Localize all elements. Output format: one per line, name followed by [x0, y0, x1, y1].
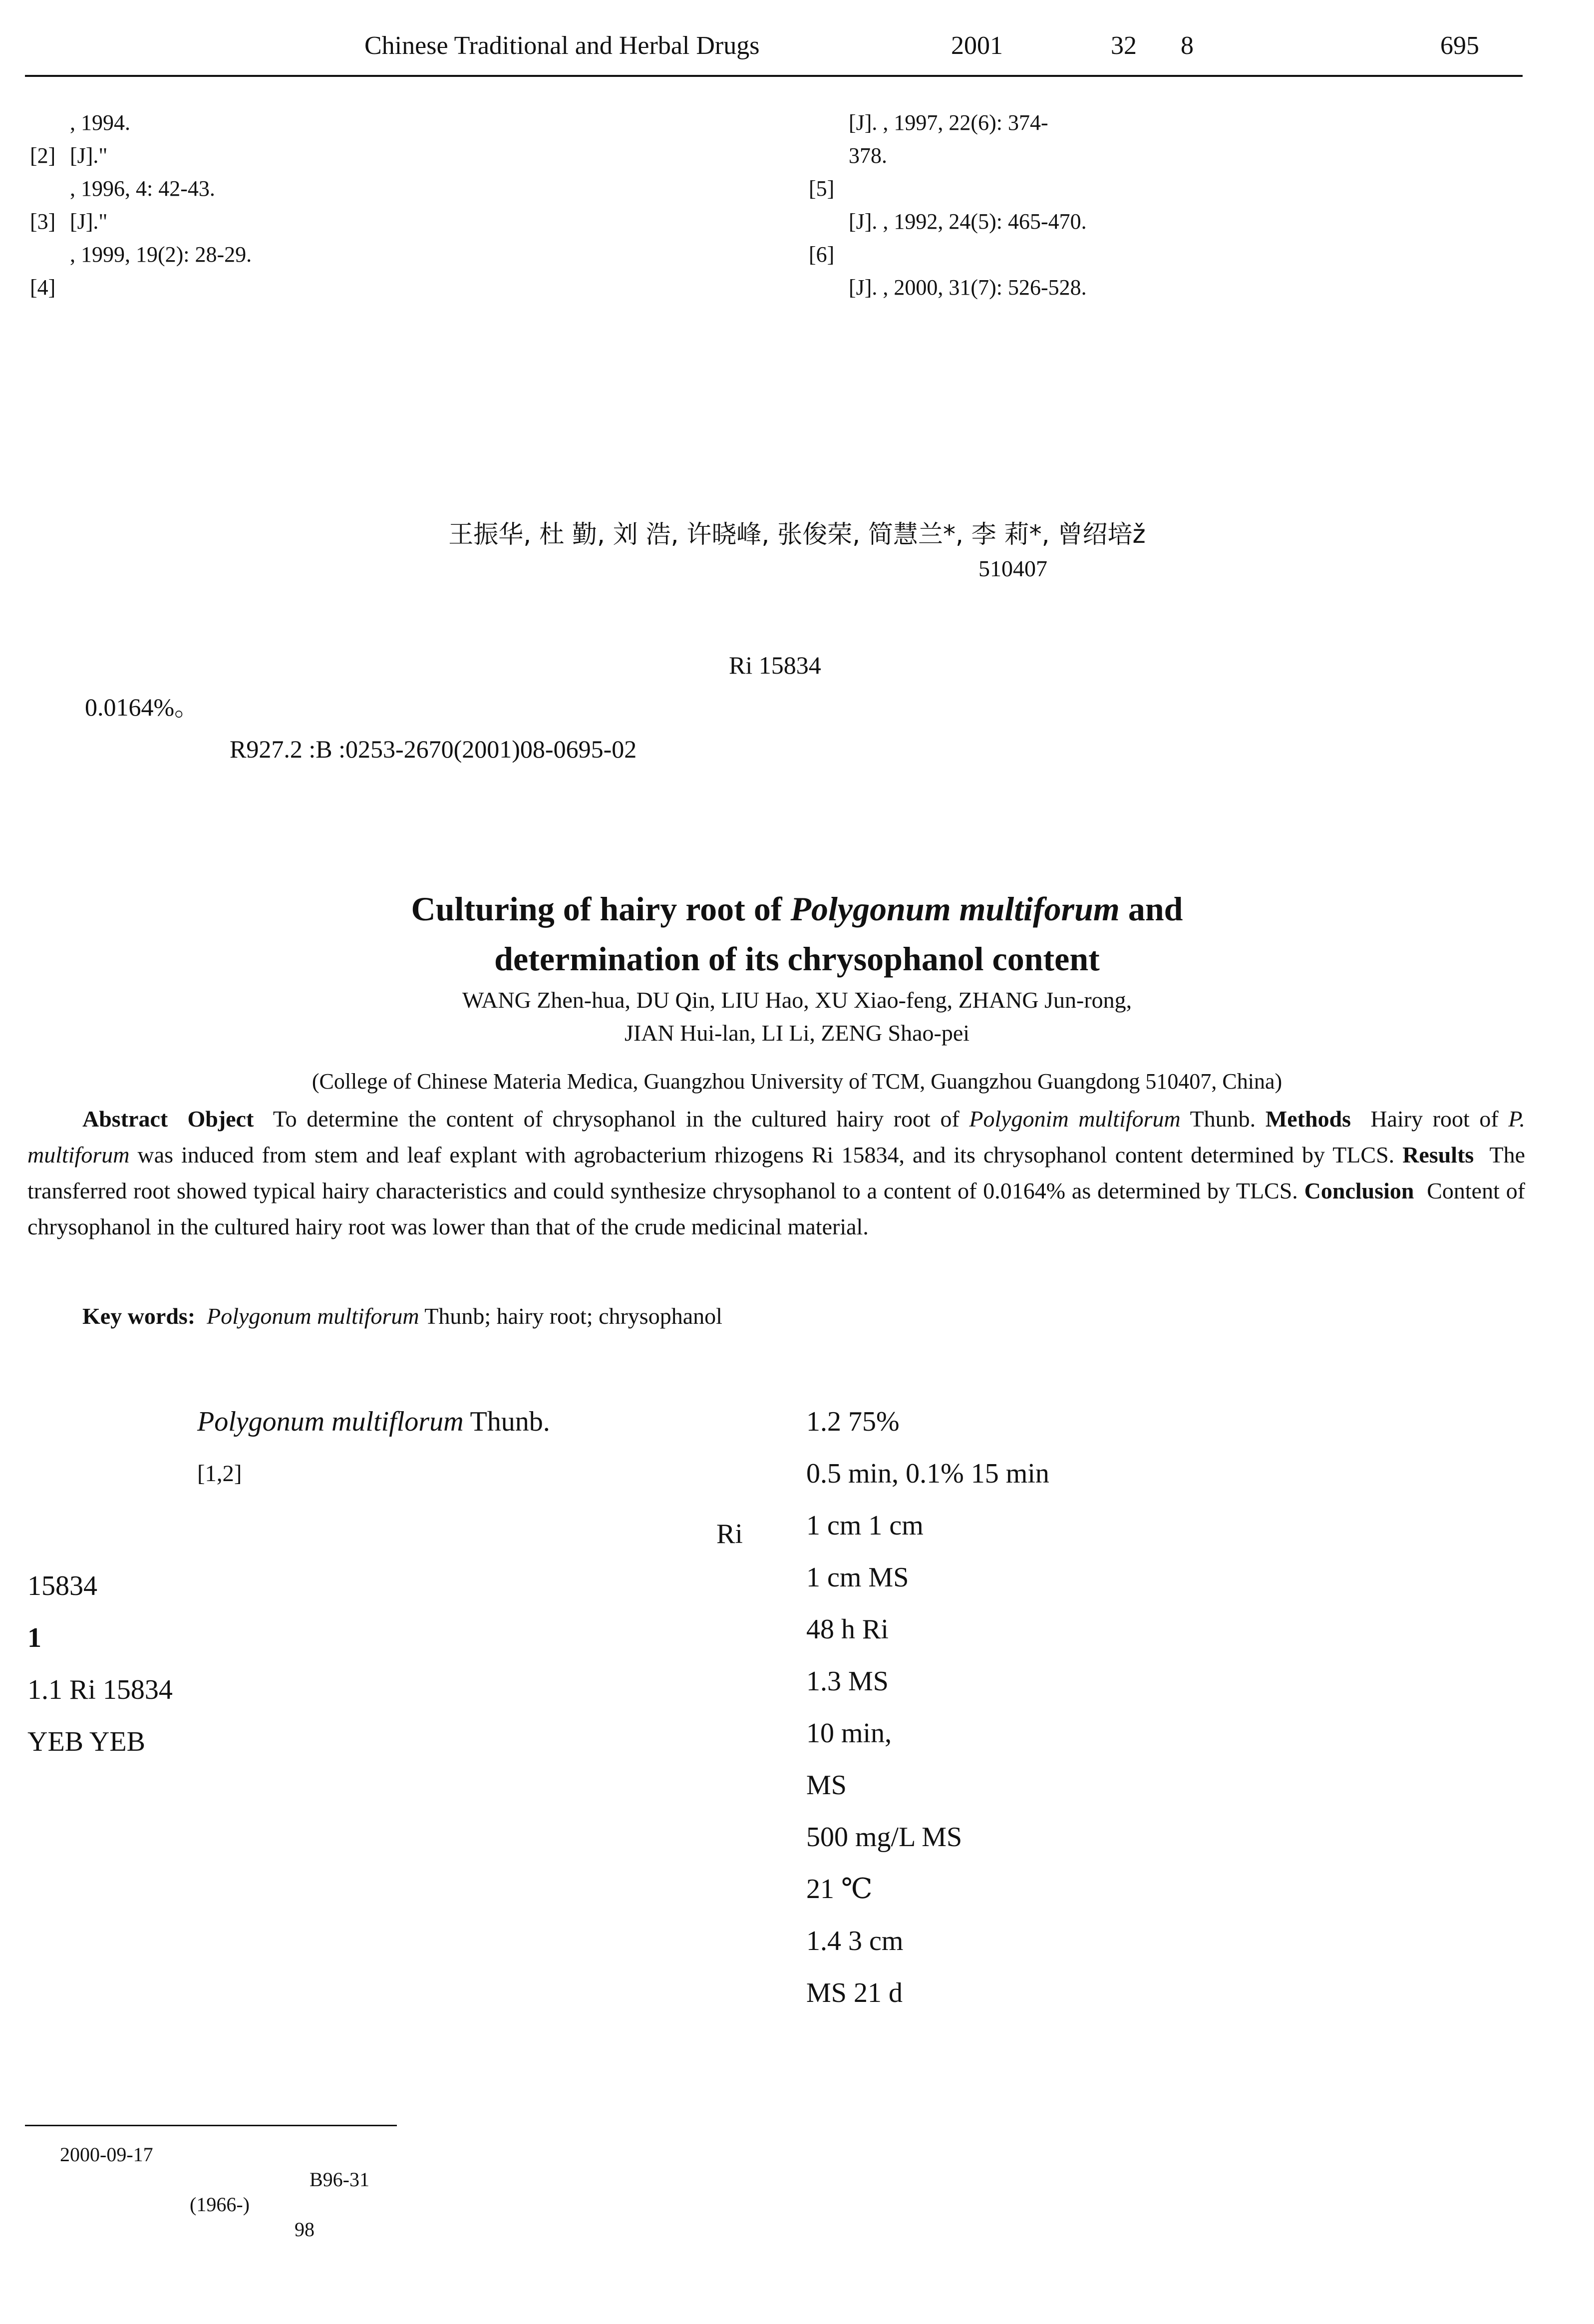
reference-entry: [4] [30, 275, 56, 300]
body-column-right [806, 1396, 1535, 2019]
running-header [0, 0, 1594, 85]
body-line: 0.5 min, 0.1% 15 min [806, 1458, 1049, 1489]
body-line: 1.2 75% [806, 1406, 900, 1437]
article-title-english: Culturing of hairy root of Polygonum multiforum and determination of its chrysophanol content [411, 890, 1183, 978]
body-line: 1 cm MS [806, 1562, 909, 1593]
body-line: MS [806, 1770, 847, 1801]
methods-label: Methods [1265, 1106, 1351, 1132]
body-line: 48 h Ri [806, 1614, 889, 1645]
reference-entry: , 1994. [70, 110, 130, 135]
classification-line: R927.2 :B :0253-2670(2001)08-0695-02 [230, 735, 637, 763]
body-line [27, 1448, 766, 1508]
issue-volume: 32 [1111, 31, 1137, 60]
reference-entry: [6] [809, 242, 835, 267]
reference-entry: [J]. , 2000, 31(7): 526-528. [849, 275, 1087, 300]
reference-entry: [J]. , 1992, 24(5): 465-470. [849, 209, 1087, 234]
abstract-label: Abstract [82, 1106, 168, 1132]
body-line: MS 21 d [806, 1977, 903, 2008]
results-label: Results [1402, 1142, 1474, 1167]
body-line: Ri [716, 1518, 743, 1549]
object-label: Object [187, 1106, 254, 1132]
reference-entry: [5] [809, 176, 835, 201]
body-column-left [27, 1396, 766, 1768]
section-heading: 1 [27, 1622, 41, 1653]
abstract-chinese-line: Ri 15834 [729, 651, 821, 679]
footnote-correspondence: 98 [295, 2218, 315, 2241]
author-list-chinese: 王振华, 杜 勤, 刘 浩, 许晓峰, 张俊荣, 简慧兰*, 李 莉*, 曾绍培ž [448, 520, 1146, 549]
footnote-received: 2000-09-17 [60, 2143, 153, 2166]
affiliation-english: (College of Chinese Materia Medica, Guangzhou University of TCM, Guangzhou Guangdong 510407, China) [312, 1069, 1282, 1094]
reference-entry: [J]. , 1997, 22(6): 374- [849, 110, 1048, 135]
keywords-label: Key words: [82, 1303, 196, 1329]
reference-entry: 378. [849, 143, 887, 168]
abstract-chinese-line: 0.0164%。 [85, 693, 200, 721]
reference-entry: [2] [J]." [30, 143, 108, 168]
issue-number: 8 [1181, 31, 1194, 60]
references-left [30, 107, 754, 305]
reference-entry: , 1999, 19(2): 28-29. [70, 242, 252, 267]
body-line: 21 ℃ [806, 1874, 873, 1905]
body-line: 15834 [27, 1570, 97, 1601]
references-right [809, 107, 1533, 305]
author-list-english: WANG Zhen-hua, DU Qin, LIU Hao, XU Xiao-feng, ZHANG Jun-rong, JIAN Hui-lan, LI Li, ZENG Shao-pei [462, 987, 1132, 1046]
citation-ref: [1,2] [197, 1461, 242, 1487]
body-line: 500 mg/L MS [806, 1822, 962, 1853]
abstract-chinese [85, 644, 1543, 770]
footnote-fund: B96-31 [310, 2168, 369, 2191]
keywords-english: Key words: Polygonum multiforum Thunb; hairy root; chrysophanol [82, 1303, 722, 1329]
footnote-author: (1966-) [190, 2193, 250, 2216]
body-line: 1 cm 1 cm [806, 1510, 924, 1541]
body-line: YEB YEB [27, 1726, 145, 1757]
body-line: Polygonum multiflorum Thunb. [197, 1406, 550, 1437]
journal-name: Chinese Traditional and Herbal Drugs [364, 31, 760, 60]
page-number: 695 [1440, 31, 1479, 60]
issue-year: 2001 [951, 31, 1003, 60]
body-line: 1.1 Ri 15834 [27, 1674, 173, 1705]
abstract-english: Abstract Object To determine the content of chrysophanol in the cultured hairy root of Polygonim multiforum Thunb. Methods Hairy root of P. multiforum was induced from stem and leaf explant with agrobacterium rhizogens Ri 15834, and its chrysophanol content determined by TLCS. Results The transferred root showed typical hairy characteristics and could synthesize chrysophanol to a content of 0.0164% as determined by TLCS. Conclusion Content of chrysophanol in the cultured hairy root was lower than that of the crude medicinal material. [27, 1106, 1526, 1239]
body-line: 1.3 MS [806, 1666, 889, 1697]
header-rule [25, 75, 1523, 77]
conclusion-label: Conclusion [1304, 1178, 1414, 1203]
reference-entry: , 1996, 4: 42-43. [70, 176, 215, 201]
footnote-rule [25, 2125, 397, 2126]
footnotes [30, 2142, 1528, 2242]
body-line: 1.4 3 cm [806, 1926, 904, 1956]
affiliation-postcode: 510407 [978, 556, 1047, 581]
reference-entry: [3] [J]." [30, 209, 108, 234]
body-line: 10 min, [806, 1718, 892, 1749]
